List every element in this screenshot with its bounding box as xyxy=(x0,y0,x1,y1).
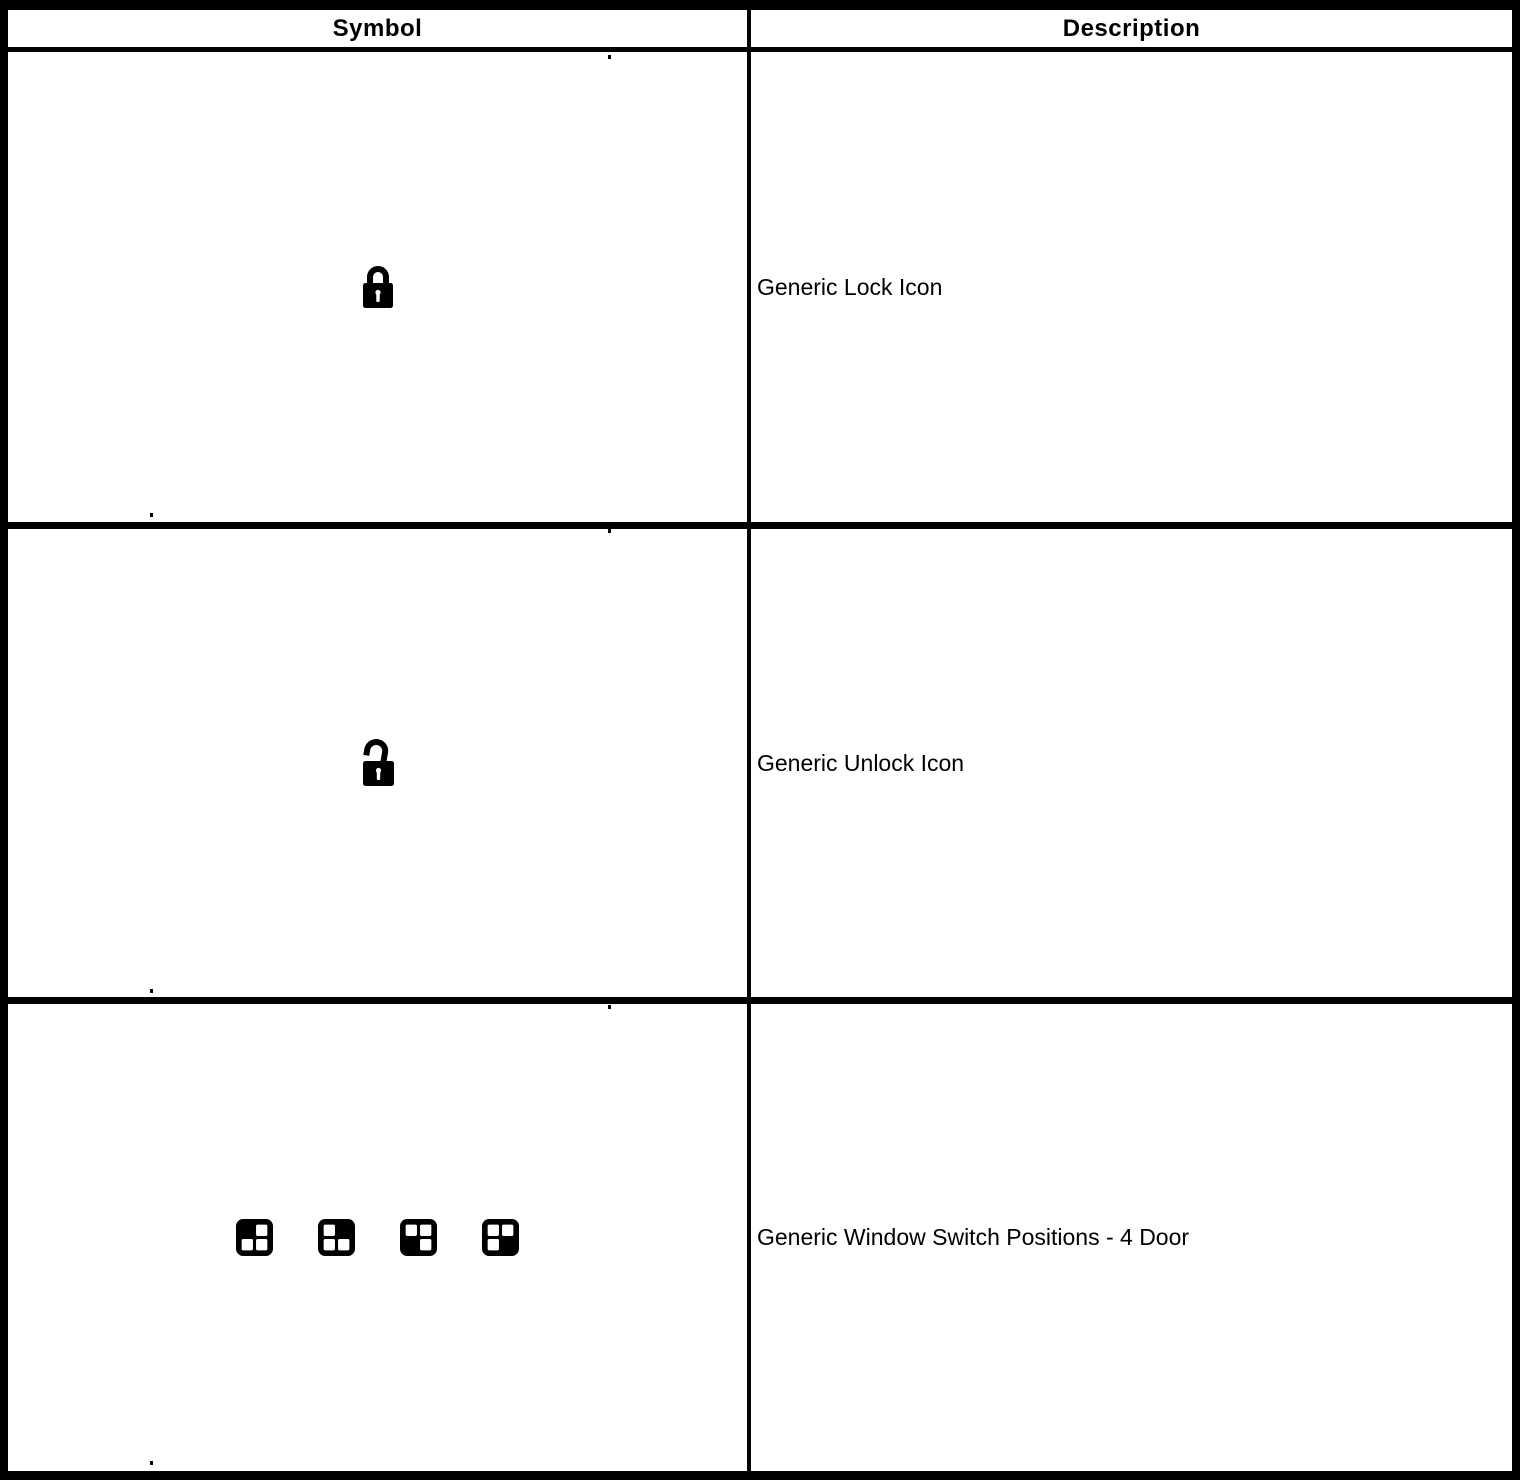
window-switch-front-left-icon xyxy=(236,1219,273,1256)
table-row-1-description: Generic Lock Icon xyxy=(751,52,1512,529)
table-row-3-description: Generic Window Switch Positions - 4 Door xyxy=(751,1004,1512,1471)
window-switch-rear-right-icon xyxy=(482,1219,519,1256)
symbol-description-table xyxy=(8,10,1512,1471)
column-header-symbol: Symbol xyxy=(8,10,751,52)
scan-speck xyxy=(150,1461,153,1465)
table-row-2-symbol-cell xyxy=(8,529,751,1004)
table-row-3-symbol-cell xyxy=(8,1004,751,1471)
scan-speck xyxy=(150,513,153,517)
scan-speck xyxy=(608,1005,611,1009)
window-switch-front-right-icon xyxy=(318,1219,355,1256)
scan-speck xyxy=(150,989,153,993)
lock-closed-icon xyxy=(360,264,396,310)
lock-open-icon xyxy=(358,738,398,788)
table-row-2-description: Generic Unlock Icon xyxy=(751,529,1512,1004)
table-row-1-symbol-cell xyxy=(8,52,751,529)
scan-speck xyxy=(608,529,611,533)
column-header-description: Description xyxy=(751,10,1512,52)
window-switch-position-icons xyxy=(236,1219,519,1256)
scan-speck xyxy=(608,55,611,59)
window-switch-rear-left-icon xyxy=(400,1219,437,1256)
